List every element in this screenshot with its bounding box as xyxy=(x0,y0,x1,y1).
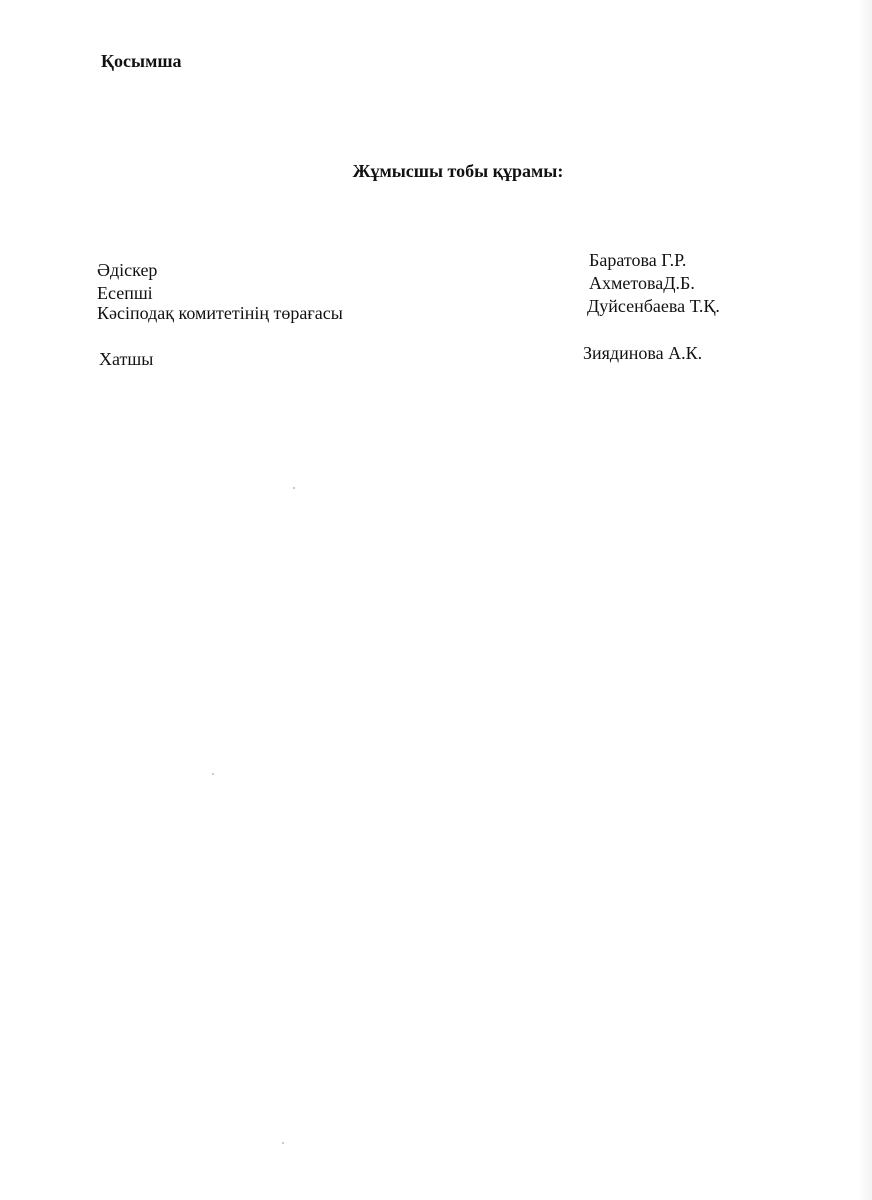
member-name: Дуйсенбаева Т.Қ. xyxy=(587,296,720,316)
member-role: Есепші xyxy=(97,283,153,303)
page-heading: Жұмысшы тобы құрамы: xyxy=(352,161,564,181)
scan-speck xyxy=(293,487,295,489)
member-role: Хатшы xyxy=(99,349,154,369)
scan-speck xyxy=(212,773,214,775)
member-name: Зиядинова А.К. xyxy=(583,343,703,363)
appendix-label: Қосымша xyxy=(101,51,182,71)
member-role: Әдіскер xyxy=(97,260,158,280)
member-role: Кәсіподақ комитетінің төрағасы xyxy=(97,303,343,323)
member-name: АхметоваД.Б. xyxy=(589,273,695,293)
scan-speck xyxy=(282,1142,284,1144)
member-name: Баратова Г.Р. xyxy=(589,250,687,270)
